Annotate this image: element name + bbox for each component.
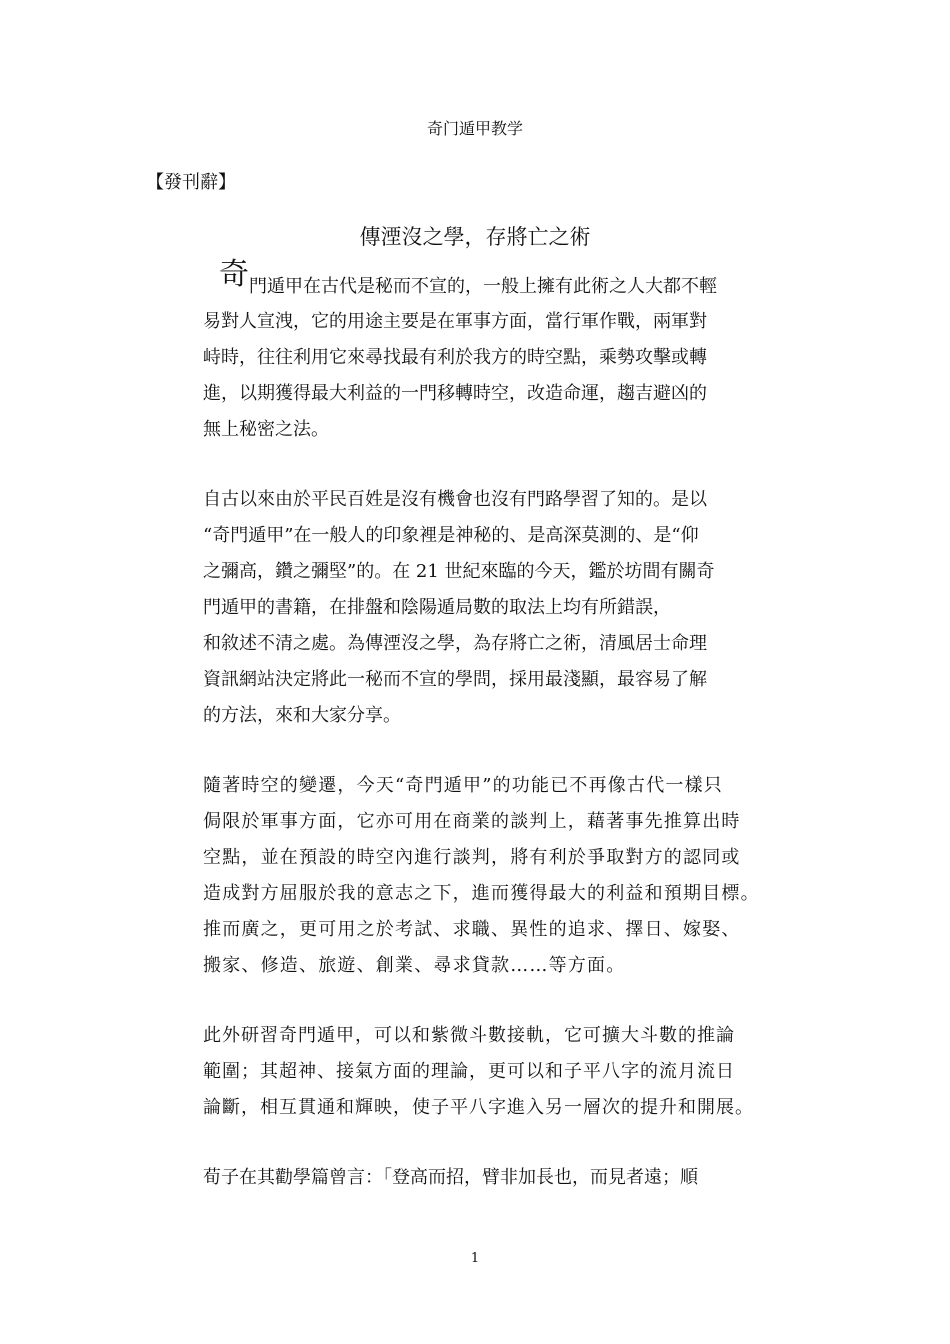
paragraph-line: 推而廣之，更可用之於考試、求職、異性的追求、擇日、嫁娶、 [203, 919, 741, 940]
paragraph-line: 空點，並在預設的時空內進行談判，將有利於爭取對方的認同或 [203, 847, 741, 868]
paragraph-line: 侷限於軍事方面，它亦可用在商業的談判上，藉著事先推算出時 [203, 811, 741, 832]
paragraph-line: 荀子在其勸學篇曾言：「登高而招，臂非加長也，而見者遠；順 [203, 1167, 698, 1188]
paragraph-line: 隨著時空的變遷，今天“奇門遁甲”的功能已不再像古代一樣只 [203, 775, 724, 796]
paragraph-2 [203, 482, 803, 734]
line-text: 門遁甲在古代是秘而不宣的，一般上擁有此術之人大都不輕 [249, 276, 717, 297]
article-subtitle: 傳湮沒之學，存將亡之術 [359, 225, 591, 249]
paragraph-4 [203, 1018, 803, 1126]
paragraph-line: 自古以來由於平民百姓是沒有機會也沒有門路學習了知的。是以 [203, 489, 707, 510]
paragraph-line: 造成對方屈服於我的意志之下，進而獲得最大的利益和預期目標。 [203, 883, 760, 904]
paragraph-1 [203, 257, 803, 448]
paragraph-5 [203, 1160, 803, 1196]
paragraph-line: 易對人宣洩，它的用途主要是在軍事方面，當行軍作戰，兩軍對 [203, 311, 707, 332]
paragraph-line: 門遁甲的書籍，在排盤和陰陽遁局數的取法上均有所錯誤， [203, 597, 671, 618]
page-number: 1 [470, 1251, 480, 1266]
paragraph-line: 的方法，來和大家分享。 [203, 705, 401, 726]
section-label: 【發刊辭】 [146, 172, 236, 193]
paragraph-line: 之彌高，鑽之彌堅”的。在 21 世紀來臨的今天，鑑於坊間有關奇 [203, 561, 715, 582]
paragraph-line: 搬家、修造、旅遊、創業、尋求貸款……等方面。 [203, 955, 626, 976]
paragraph-line: 和敘述不清之處。為傳湮沒之學，為存將亡之術，清風居士命理 [203, 633, 707, 654]
drop-cap: 奇 [219, 257, 249, 292]
paragraph-line: 資訊網站決定將此一秘而不宣的學問，採用最淺顯，最容易了解 [203, 669, 707, 690]
article-body [203, 257, 803, 1196]
paragraph-line: 無上秘密之法。 [203, 419, 329, 440]
paragraph-line: “奇門遁甲”在一般人的印象裡是神秘的、是高深莫測的、是“仰 [203, 525, 699, 546]
paragraph-3 [203, 768, 803, 984]
paragraph-line: 峙時，往往利用它來尋找最有利於我方的時空點，乘勢攻擊或轉 [203, 347, 707, 368]
paragraph-line: 此外研習奇門遁甲，可以和紫微斗數接軌，它可擴大斗數的推論 [203, 1025, 735, 1046]
paragraph-line [203, 257, 803, 304]
document-header-title: 奇门遁甲教学 [426, 119, 523, 138]
paragraph-line: 範圍；其超神、接氣方面的理論，更可以和子平八字的流月流日 [203, 1061, 735, 1082]
paragraph-line: 進，以期獲得最大利益的一門移轉時空，改造命運，趨吉避凶的 [203, 383, 707, 404]
paragraph-line: 論斷，相互貫通和輝映，使子平八字進入另一層次的提升和開展。 [203, 1097, 754, 1118]
